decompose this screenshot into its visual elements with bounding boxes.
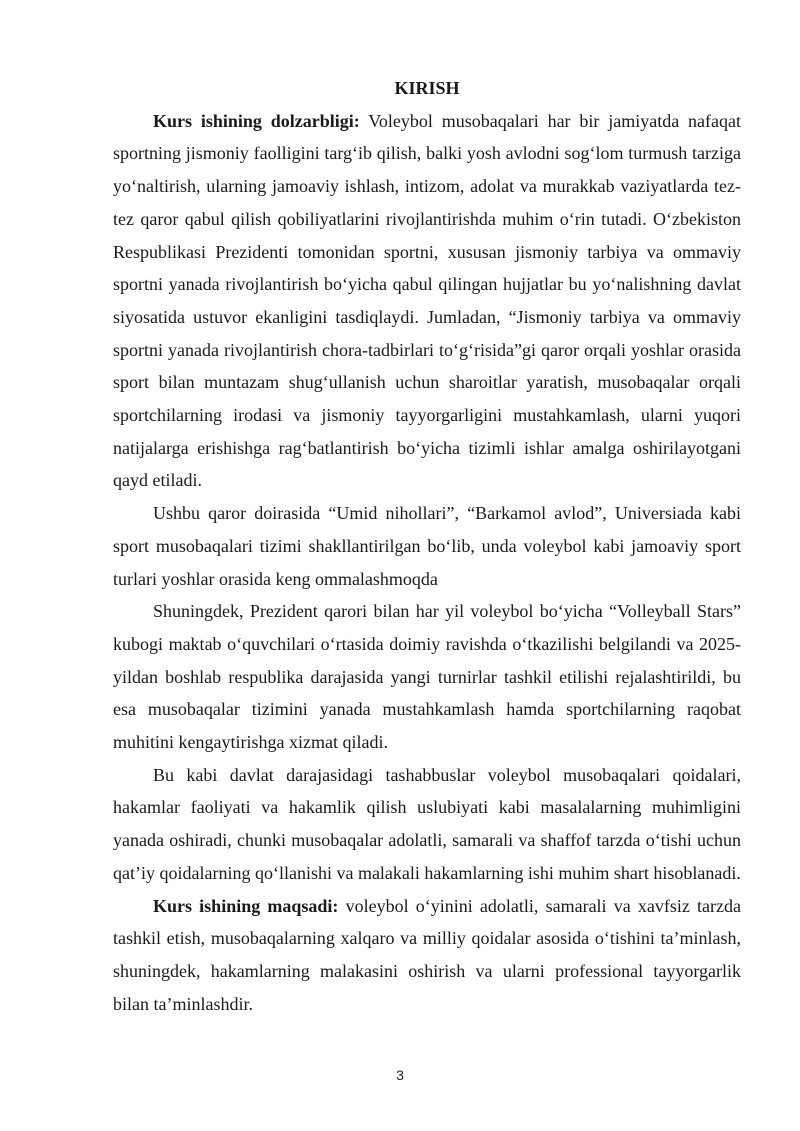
paragraph-text: Voleybol musobaqalari har bir jamiyatda nafaqat sportning jismoniy faolligini targ‘ib qilish, balki yosh avlodni sog‘lom turmush tarziga yo‘naltirish, ularning jamoaviy ishlash, intizom, adolat va murakkab vaziyatlarda tez-tez qaror qabul qilish qobiliyatlarini rivojlantirishda muhim o‘rin tutadi. O‘zbekiston Respublikasi Prezidenti tomonidan sportni, xususan jismoniy tarbiya va ommaviy sportni yanada rivojlantirish bo‘yicha qabul qilingan hujjatlar bu yo‘nalishning davlat siyosatida ustuvor ekanligini tasdiqlaydi. Jumladan, “Jismoniy tarbiya va ommaviy sportni yanada rivojlantirish chora-tadbirlari to‘g‘risida”gi qaror orqali yoshlar orasida sport bilan muntazam shug‘ullanish uchun sharoitlar yaratish, musobaqalar orqali sportchilarning irodasi va jismoniy tayyorgarligini mustahkamlash, ularni yuqori natijalarga erishishga rag‘batlantirish bo‘yicha tizimli ishlar amalga oshirilayotgani qayd etiladi. xyxy=(113,110,742,491)
paragraph-lead: Kurs ishining maqsadi: xyxy=(153,895,339,916)
page-number: 3 xyxy=(396,1067,404,1083)
paragraph-initiatives xyxy=(113,759,741,890)
paragraph-goal xyxy=(113,890,741,1021)
paragraph-lead: Kurs ishining dolzarbligi: xyxy=(153,110,360,131)
paragraph-text: Bu kabi davlat darajasidagi tashabbuslar voleybol musobaqalari qoidalari, hakamlar faoliyati va hakamlik qilish uslubiyati kabi masalalarning muhimligini yanada oshiradi, chunki musobaqalar adolatli, samarali va shaffof tarzda o‘tishi uchun qat’iy qoidalarning qo‘llanishi va malakali hakamlarning ishi muhim shart hisoblanadi. xyxy=(113,764,741,883)
paragraph-relevance xyxy=(113,105,741,497)
page-content xyxy=(113,72,741,1020)
paragraph-text: voleybol o‘yinini adolatli, samarali va xavfsiz tarzda tashkil etish, musobaqalarning xalqaro va milliy qoidalar asosida o‘tishini ta’minlash, shuningdek, hakamlarning malakasini oshirish va ularni professional tayyorgarlik bilan ta’minlashdir. xyxy=(113,895,742,1014)
paragraph-text: Shuningdek, Prezident qarori bilan har yil voleybol bo‘yicha “Volleyball Stars” kubogi maktab o‘quvchilari o‘rtasida doimiy ravishda o‘tkazilishi belgilandi va 2025-yildan boshlab respublika darajasida yangi turnirlar tashkil etilishi rejalashtirildi, bu esa musobaqalar tizimini yanada mustahkamlash hamda sportchilarning raqobat muhitini kengaytirishga xizmat qiladi. xyxy=(113,601,741,753)
section-title: KIRISH xyxy=(394,78,460,98)
paragraph-competitions xyxy=(113,497,741,595)
paragraph-text: Ushbu qaror doirasida “Umid nihollari”, “Barkamol avlod”, Universiada kabi sport musobaqalari tizimi shakllantirilgan bo‘lib, unda voleybol kabi jamoaviy sport turlari yoshlar orasida keng ommalashmoqda xyxy=(113,503,741,589)
paragraph-volleyball-stars xyxy=(113,595,741,759)
